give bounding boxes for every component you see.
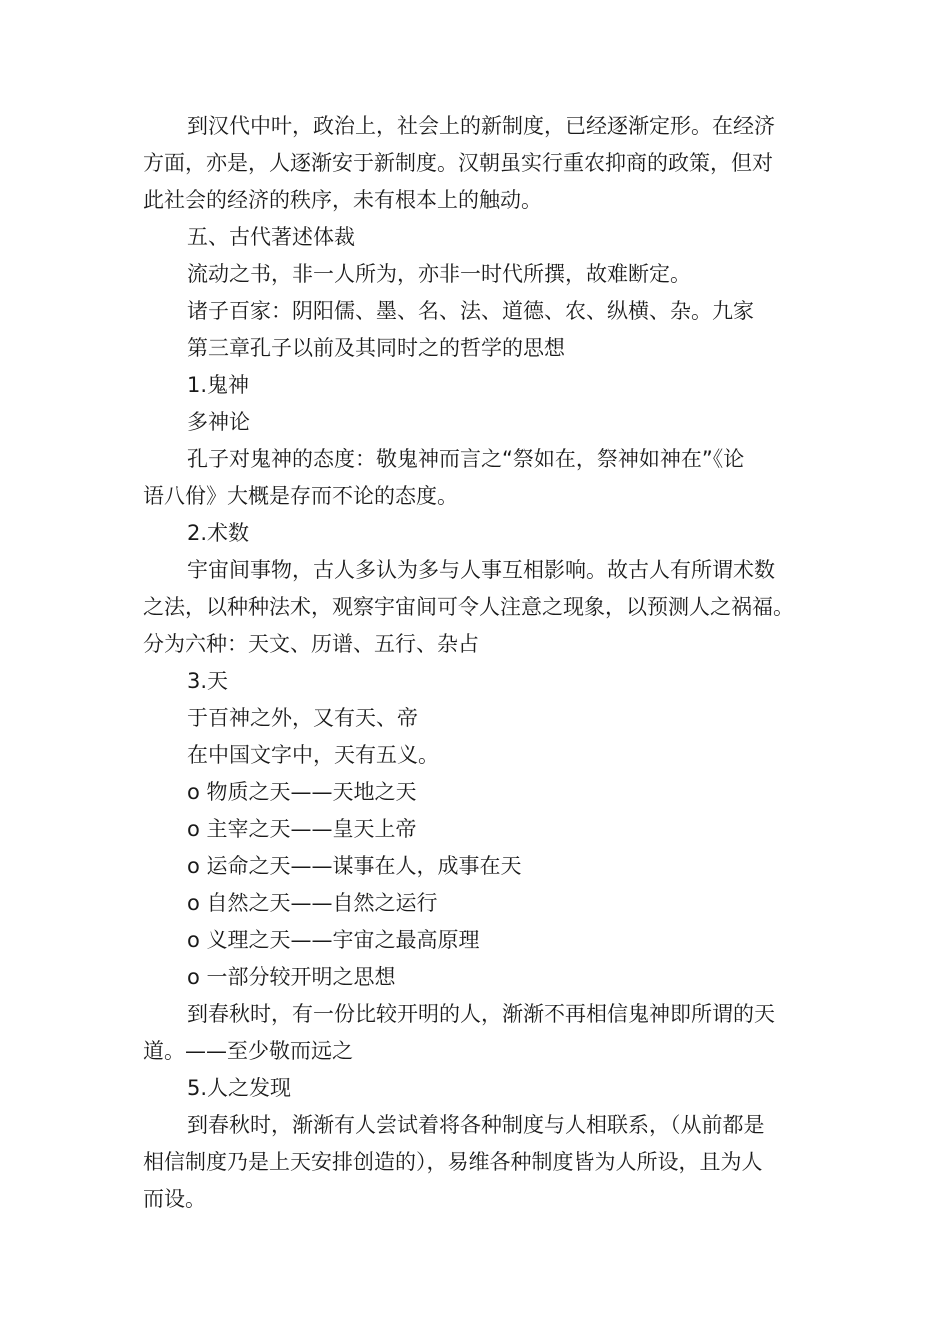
list-item: o 运命之天——谋事在人，成事在天 [187, 854, 522, 878]
list-item: o 自然之天——自然之运行 [187, 891, 438, 915]
paragraph-line: 到春秋时，渐渐有人尝试着将各种制度与人相联系，（从前都是 [187, 1113, 765, 1137]
paragraph-line: 于百神之外，又有天、帝 [187, 706, 418, 730]
paragraph-line: 宇宙间事物，古人多认为多与人事互相影响。故古人有所谓术数 [187, 558, 775, 582]
section-heading: 5.人之发现 [187, 1076, 292, 1100]
section-heading: 五、古代著述体裁 [187, 225, 355, 249]
paragraph-line: 分为六种：天文、历谱、五行、杂占 [143, 632, 479, 656]
paragraph-line: 多神论 [187, 410, 250, 434]
document-page [143, 108, 813, 1218]
list-item: o 义理之天——宇宙之最高原理 [187, 928, 480, 952]
paragraph-line: 道。——至少敬而远之 [143, 1039, 353, 1063]
chapter-heading: 第三章孔子以前及其同时之的哲学的思想 [187, 336, 565, 360]
paragraph-line: 而设。 [143, 1187, 206, 1211]
section-heading: 1.鬼神 [187, 373, 250, 397]
paragraph-line: 孔子对鬼神的态度：敬鬼神而言之“祭如在，祭神如神在”《论 [187, 447, 745, 471]
paragraph-line: 方面，亦是，人逐渐安于新制度。汉朝虽实行重农抑商的政策，但对 [143, 151, 773, 175]
paragraph-line: 之法，以种种法术，观察宇宙间可令人注意之现象，以预测人之祸福。 [143, 595, 794, 619]
list-item: o 主宰之天——皇天上帝 [187, 817, 417, 841]
paragraph-line: 到春秋时，有一份比较开明的人，渐渐不再相信鬼神即所谓的天 [187, 1002, 775, 1026]
section-heading: 2.术数 [187, 521, 250, 545]
paragraph-line: 相信制度乃是上天安排创造的），易维各种制度皆为人所设，且为人 [143, 1150, 763, 1174]
paragraph-line: 到汉代中叶，政治上，社会上的新制度，已经逐渐定形。在经济 [187, 114, 775, 138]
paragraph-line: 流动之书，非一人所为，亦非一时代所撰，故难断定。 [187, 262, 691, 286]
list-item: o 物质之天——天地之天 [187, 780, 417, 804]
paragraph-line: 诸子百家：阴阳儒、墨、名、法、道德、农、纵横、杂。九家 [187, 299, 754, 323]
section-heading: 3.天 [187, 669, 229, 693]
list-item: o 一部分较开明之思想 [187, 965, 396, 989]
paragraph-line: 语八佾》大概是存而不论的态度。 [143, 484, 458, 508]
paragraph-line: 此社会的经济的秩序，未有根本上的触动。 [143, 188, 542, 212]
paragraph-line: 在中国文字中，天有五义。 [187, 743, 439, 767]
